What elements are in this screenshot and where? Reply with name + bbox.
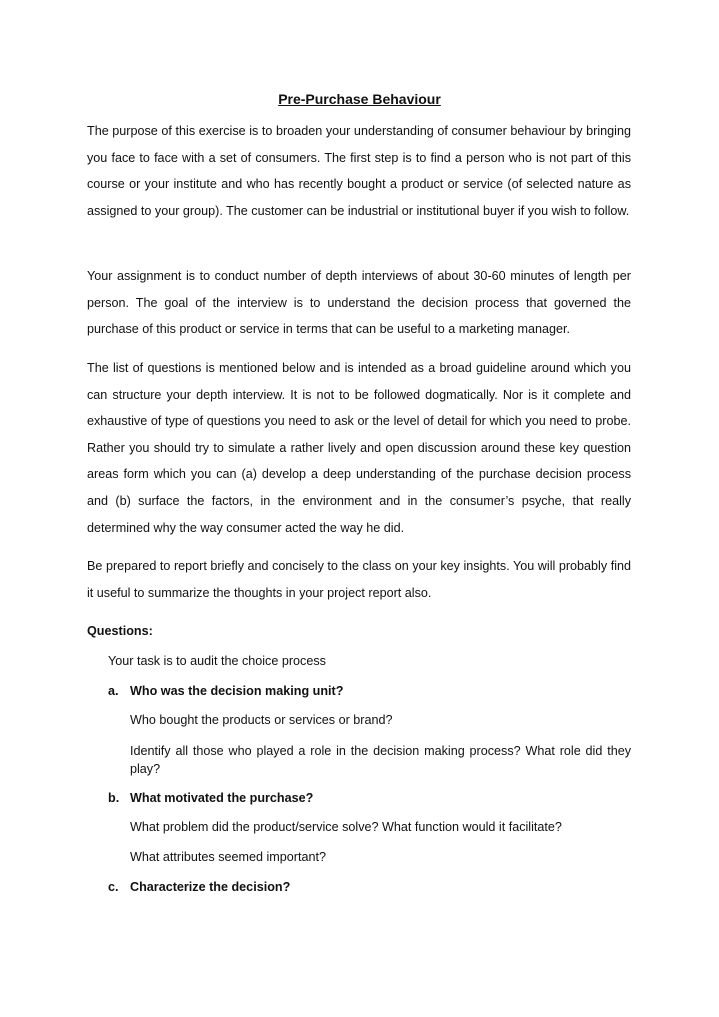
question-item-c <box>108 878 290 896</box>
item-letter: b. <box>108 791 120 805</box>
question-item-a <box>108 682 343 700</box>
paragraph-assignment: Your assignment is to conduct number of depth interviews of about 30-60 minutes of length per person. The goal of the interview is to understand the decision process that governed the purchase of this product or service in terms that can be useful to a marketing manager. <box>87 269 631 337</box>
item-b-sub-2: What attributes seemed important? <box>130 850 326 864</box>
paragraph-report: Be prepared to report briefly and concisely to the class on your key insights. You will probably find it useful to summarize the thoughts in your project report also. <box>87 559 631 600</box>
document-title: Pre-Purchase Behaviour <box>278 91 441 107</box>
item-b-sub-1: What problem did the product/service solve? What function would it facilitate? <box>130 820 562 834</box>
item-a-sub-1: Who bought the products or services or brand? <box>130 713 393 727</box>
item-letter: c. <box>108 880 119 894</box>
item-heading: Characterize the decision? <box>130 880 291 894</box>
question-item-b <box>108 789 313 807</box>
paragraph-guidelines: The list of questions is mentioned below and is intended as a broad guideline around which you can structure your depth interview. It is not to be followed dogmatically. Nor is it complete and exhaustive of type of questions you need to ask or the level of detail for which you need to probe. Rather you should try to simulate a rather lively and open discussion around these key question areas form which you can (a) develop a deep understanding of the purchase decision process and (b) surface the factors, in the environment and in the consumer’s psyche, that really determined why the way consumer acted the way he did. <box>87 361 631 535</box>
item-a-sub-2: Identify all those who played a role in the decision making process? What role did they play? <box>130 744 631 776</box>
questions-heading: Questions: <box>87 624 153 638</box>
questions-intro: Your task is to audit the choice process <box>108 654 326 668</box>
paragraph-purpose: The purpose of this exercise is to broaden your understanding of consumer behaviour by bringing you face to face with a set of consumers. The first step is to find a person who is not part of this course or your institute and who has recently bought a product or service (of selected nature as assigned to your group). The customer can be industrial or institutional buyer if you wish to follow. <box>87 124 631 218</box>
item-heading: Who was the decision making unit? <box>130 684 344 698</box>
item-letter: a. <box>108 684 119 698</box>
item-heading: What motivated the purchase? <box>130 791 314 805</box>
